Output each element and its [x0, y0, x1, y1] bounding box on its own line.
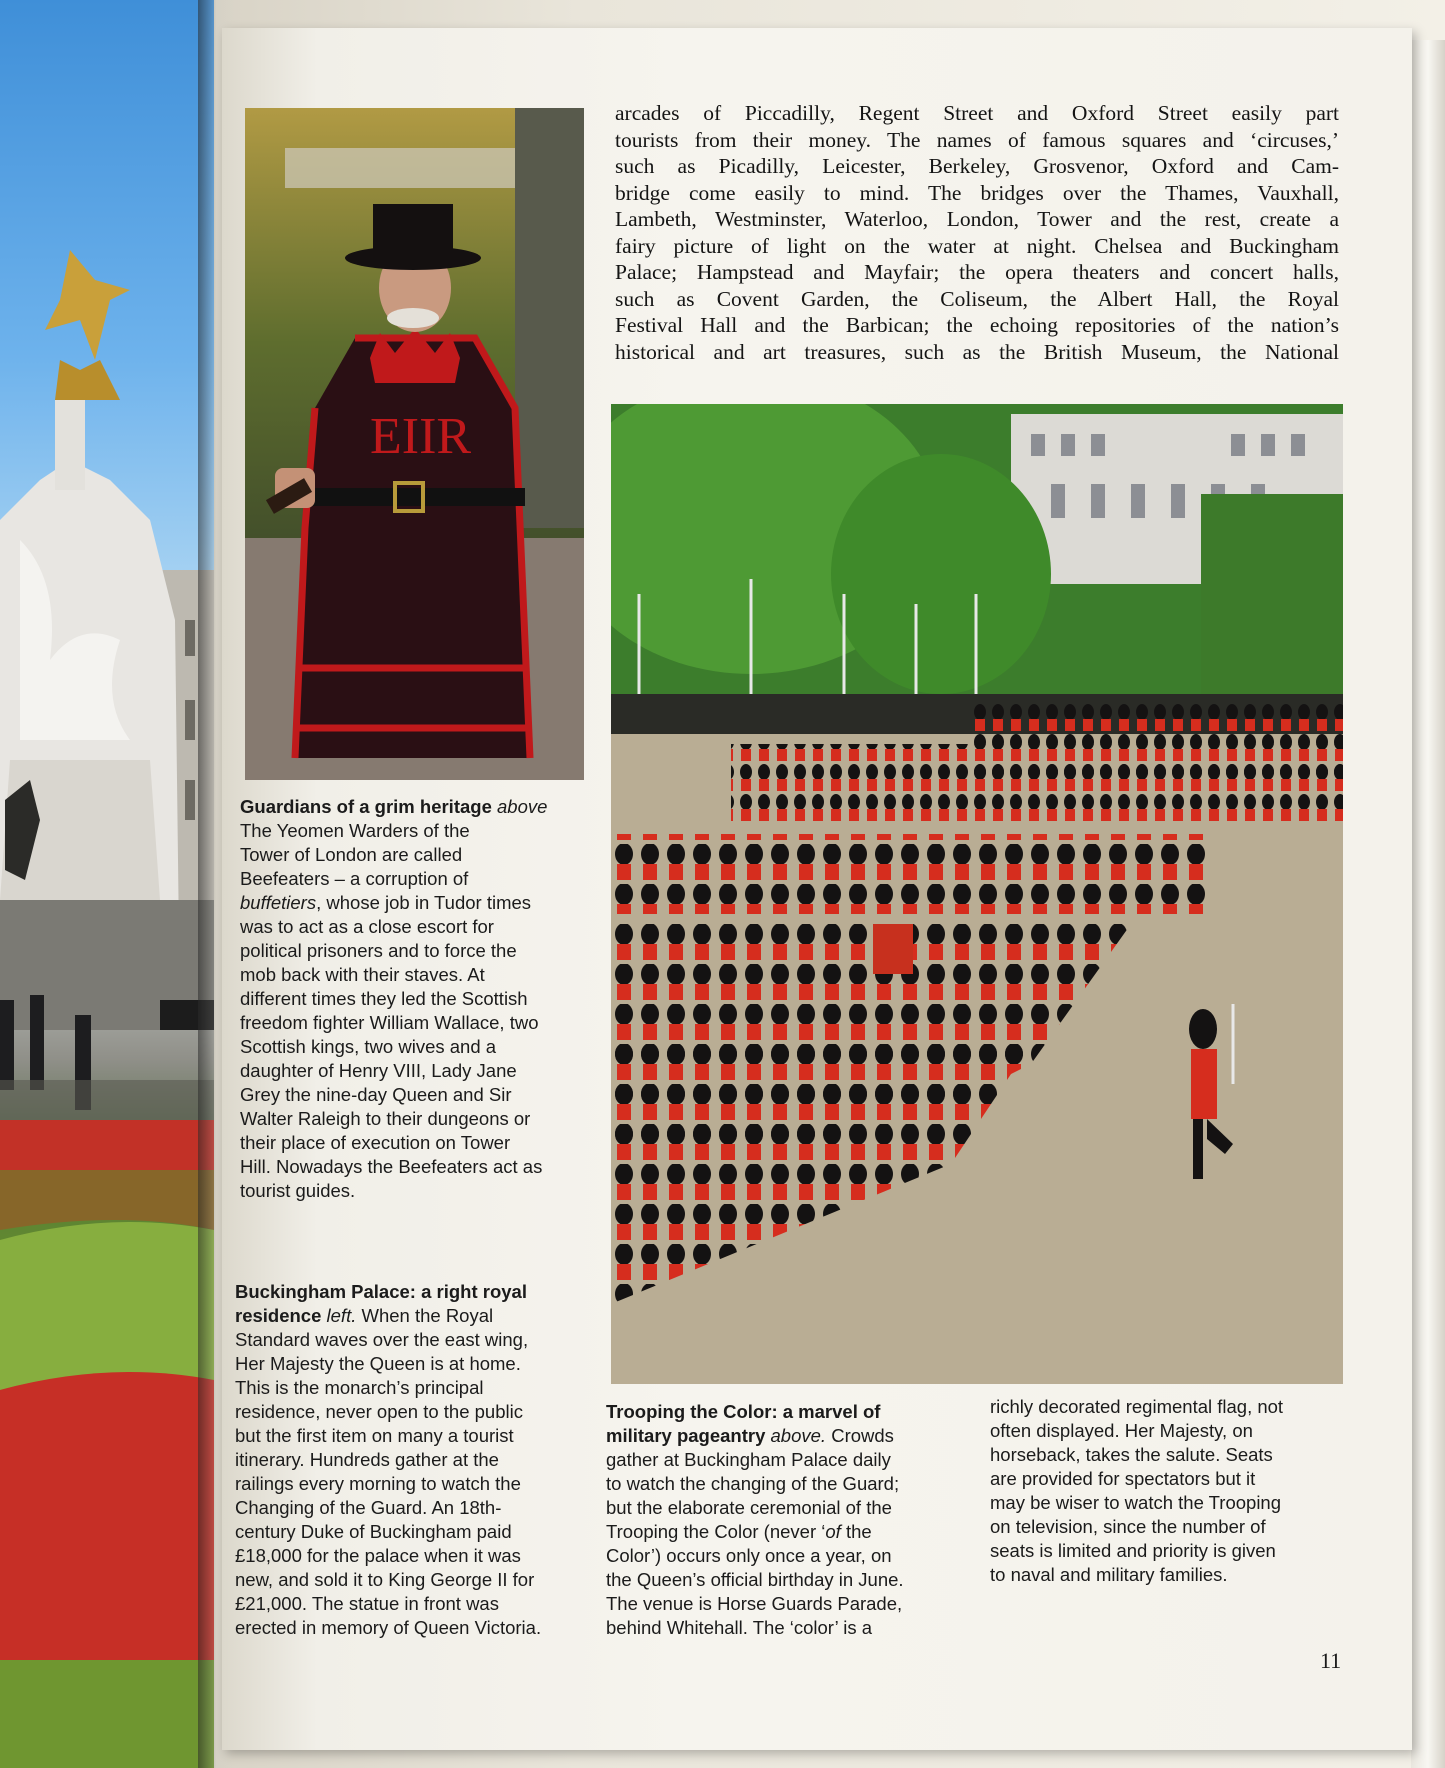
- caption-line: railings every morning to watch the: [235, 1473, 521, 1494]
- caption-line: Walter Raleigh to their dungeons or: [240, 1108, 531, 1129]
- caption-line: are provided for spectators but it: [990, 1468, 1256, 1489]
- caption-line: erected in memory of Queen Victoria.: [235, 1617, 542, 1638]
- caption-line: residence left. When the Royal: [235, 1305, 494, 1326]
- caption-line: richly decorated regimental flag, not: [990, 1396, 1284, 1417]
- body-text-line: fairy picture of light on the water at night. Chelsea and Buckingham: [615, 233, 1339, 258]
- caption-line: on television, since the number of: [990, 1516, 1266, 1537]
- guards-row-middle: [731, 744, 1343, 824]
- caption-trooping-the-color: [606, 1400, 951, 1640]
- lawn: [0, 1222, 214, 1390]
- page-number: 11: [1320, 1648, 1342, 1673]
- caption-line: Trooping the Color (never ‘of the: [606, 1521, 872, 1542]
- caption-line: political prisoners and to force the: [240, 940, 517, 961]
- caption-line: century Duke of Buckingham paid: [235, 1521, 512, 1542]
- beefeater-tunic: [295, 338, 530, 758]
- caption-line: military pageantry above. Crowds: [606, 1425, 894, 1446]
- trooping-illustration: [611, 404, 1343, 1384]
- caption-line: to naval and military families.: [990, 1564, 1228, 1585]
- caption-line: This is the monarch’s principal: [235, 1377, 484, 1398]
- caption-line: tourist guides.: [240, 1180, 356, 1201]
- tulip-bed-lower: [0, 1372, 214, 1660]
- caption-line: The venue is Horse Guards Parade,: [606, 1593, 903, 1614]
- caption-line: Trooping the Color: a marvel of: [606, 1401, 881, 1422]
- caption-line: £18,000 for the palace when it was: [235, 1545, 521, 1566]
- caption-line: behind Whitehall. The ‘color’ is a: [606, 1617, 872, 1638]
- body-text-line: tourists from their money. The names of famous squares and ‘circuses,’: [615, 127, 1339, 152]
- body-text-line: Lambeth, Westminster, Waterloo, London, Tower and the rest, create a: [615, 207, 1339, 231]
- gold-statue: [45, 250, 130, 360]
- caption-line: seats is limited and priority is given: [990, 1540, 1276, 1561]
- caption-line: The Yeomen Warders of the: [240, 820, 470, 841]
- caption-line: Guardians of a grim heritage above: [240, 796, 548, 817]
- caption-trooping-continued: [990, 1395, 1335, 1587]
- regimental-flag: [873, 924, 913, 974]
- body-text-line: Festival Hall and the Barbican; the echoing repositories of the nation’s: [615, 313, 1339, 337]
- caption-line: new, and sold it to King George II for: [235, 1569, 535, 1590]
- caption-line: may be wiser to watch the Trooping: [990, 1492, 1282, 1513]
- beefeater-photo: [245, 108, 584, 780]
- caption-line: buffetiers, whose job in Tudor times: [240, 892, 532, 913]
- caption-line: but the elaborate ceremonial of the: [606, 1497, 892, 1518]
- caption-line: the Queen’s official birthday in June.: [606, 1569, 904, 1590]
- caption-line: Color’) occurs only once a year, on: [606, 1545, 892, 1566]
- caption-line: to watch the changing of the Guard;: [606, 1473, 900, 1494]
- body-text-line: such as Covent Garden, the Coliseum, the Albert Hall, the Royal: [615, 286, 1339, 311]
- guards-row-front: [611, 834, 1211, 914]
- caption-line: daughter of Henry VIII, Lady Jane: [240, 1060, 517, 1081]
- caption-line: Changing of the Guard. An 18th-: [235, 1497, 502, 1518]
- caption-line: Tower of London are called: [240, 844, 463, 865]
- caption-line: horseback, takes the salute. Seats: [990, 1444, 1273, 1465]
- caption-line: Beefeaters – a corruption of: [240, 868, 469, 889]
- caption-line: itinerary. Hundreds gather at the: [235, 1449, 499, 1470]
- caption-line: mob back with their staves. At: [240, 964, 485, 985]
- caption-buckingham-palace: [235, 1280, 580, 1640]
- buckingham-palace-photo: [0, 0, 214, 1768]
- beefeater-illustration: [245, 108, 584, 780]
- caption-line: Grey the nine-day Queen and Sir: [240, 1084, 512, 1105]
- body-text-line: Palace; Hampstead and Mayfair; the opera theaters and concert halls,: [615, 260, 1339, 284]
- caption-line: Her Majesty the Queen is at home.: [235, 1353, 521, 1374]
- caption-line: Buckingham Palace: a right royal: [235, 1281, 527, 1302]
- body-text-line: such as Picadilly, Leicester, Berkeley, Grosvenor, Oxford and Cam-: [615, 154, 1339, 178]
- caption-line: Standard waves over the east wing,: [235, 1329, 529, 1350]
- body-text-line: historical and art treasures, such as the British Museum, the National: [615, 339, 1339, 364]
- caption-beefeater: [240, 795, 580, 1203]
- caption-line: but the first item on many a tourist: [235, 1425, 514, 1446]
- trooping-the-color-photo: [611, 404, 1343, 1384]
- ereign-monogram: EIIR: [370, 408, 472, 465]
- caption-line: £21,000. The statue in front was: [235, 1593, 499, 1614]
- caption-line: was to act as a close escort for: [240, 916, 494, 937]
- caption-line: Scottish kings, two wives and a: [240, 1036, 497, 1057]
- caption-line: gather at Buckingham Palace daily: [606, 1449, 891, 1470]
- caption-line: Hill. Nowadays the Beefeaters act as: [240, 1156, 543, 1177]
- buckingham-palace-illustration: [0, 0, 214, 1768]
- caption-line: their place of execution on Tower: [240, 1132, 511, 1153]
- main-body-text: [615, 100, 1339, 365]
- body-text-line: arcades of Piccadilly, Regent Street and Oxford Street easily part: [615, 101, 1339, 125]
- caption-line: residence, never open to the public: [235, 1401, 523, 1422]
- body-text-line: bridge come easily to mind. The bridges over the Thames, Vauxhall,: [615, 180, 1339, 205]
- caption-line: often displayed. Her Majesty, on: [990, 1420, 1253, 1441]
- caption-line: different times they led the Scottish: [240, 988, 528, 1009]
- page-edge: [1411, 40, 1445, 1768]
- caption-line: freedom fighter William Wallace, two: [240, 1012, 539, 1033]
